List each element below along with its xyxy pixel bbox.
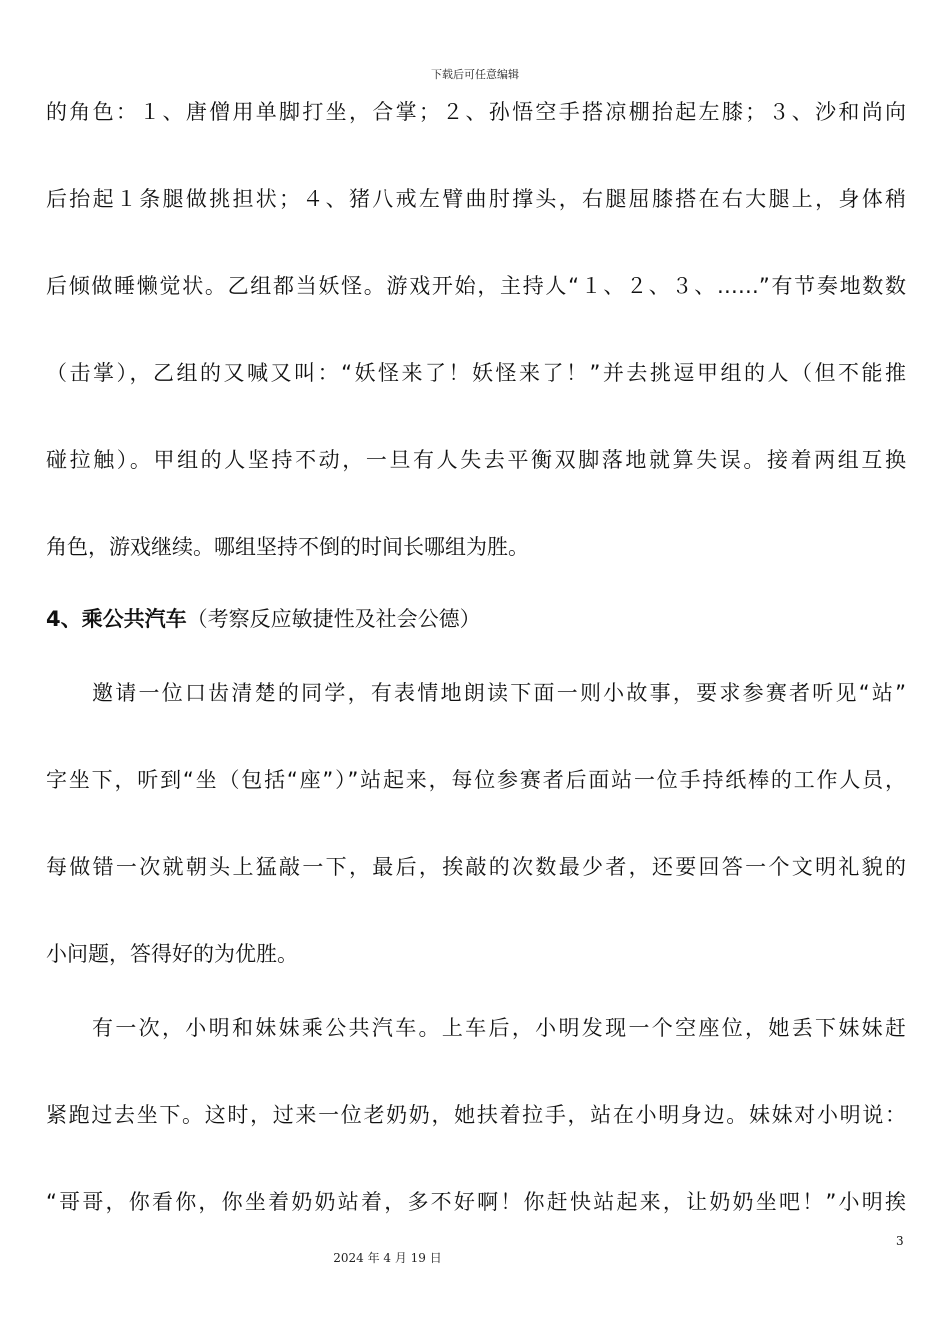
page-number: 3: [896, 1234, 904, 1248]
paragraph-line: 紧跑过去坐下。这时，过来一位老奶奶，她扶着拉手，站在小明身边。妹妹对小明说：: [46, 1103, 906, 1127]
section-subtitle: （考察反应敏捷性及社会公德）: [186, 607, 481, 631]
paragraph-line: 碰拉触）。甲组的人坚持不动，一旦有人失去平衡双脚落地就算失误。接着两组互换: [46, 448, 906, 472]
paragraph-line: 小问题，答得好的为优胜。: [46, 942, 298, 966]
section-title: 4、乘公共汽车: [46, 607, 187, 631]
paragraph-line: 字坐下，听到“坐（包括“座”）”站起来，每位参赛者后面站一位手持纸棒的工作人员，: [46, 768, 906, 792]
paragraph-line: （击掌），乙组的又喊又叫：“妖怪来了！妖怪来了！”并去挑逗甲组的人（但不能推: [46, 361, 906, 385]
paragraph-line: 邀请一位口齿清楚的同学，有表情地朗读下面一则小故事，要求参赛者听见“站”: [92, 681, 906, 705]
page-header-note: 下载后可任意编辑: [431, 68, 519, 81]
paragraph-line: 每做错一次就朝头上猛敲一下，最后，挨敲的次数最少者，还要回答一个文明礼貌的: [46, 855, 906, 879]
paragraph-line: 有一次，小明和妹妹乘公共汽车。上车后，小明发现一个空座位，她丢下妹妹赶: [92, 1016, 906, 1040]
section-heading: [46, 608, 906, 630]
paragraph-line: 角色，游戏继续。哪组坚持不倒的时间长哪组为胜。: [46, 535, 529, 559]
paragraph-line: 后抬起１条腿做挑担状；４、猪八戒左臂曲肘撑头，右腿屈膝搭在右大腿上，身体稍: [46, 187, 906, 211]
paragraph-line: 后倾做睡懒觉状。乙组都当妖怪。游戏开始，主持人“１、２、３、……”有节奏地数数: [46, 274, 906, 298]
paragraph-line: “哥哥，你看你，你坐着奶奶站着，多不好啊！你赶快站起来，让奶奶坐吧！”小明挨: [46, 1190, 906, 1214]
paragraph-line: 的角色：１、唐僧用单脚打坐，合掌；２、孙悟空手搭凉棚抬起左膝；３、沙和尚向: [46, 100, 906, 124]
footer-date: 2024 年 4 月 19 日: [333, 1251, 442, 1265]
